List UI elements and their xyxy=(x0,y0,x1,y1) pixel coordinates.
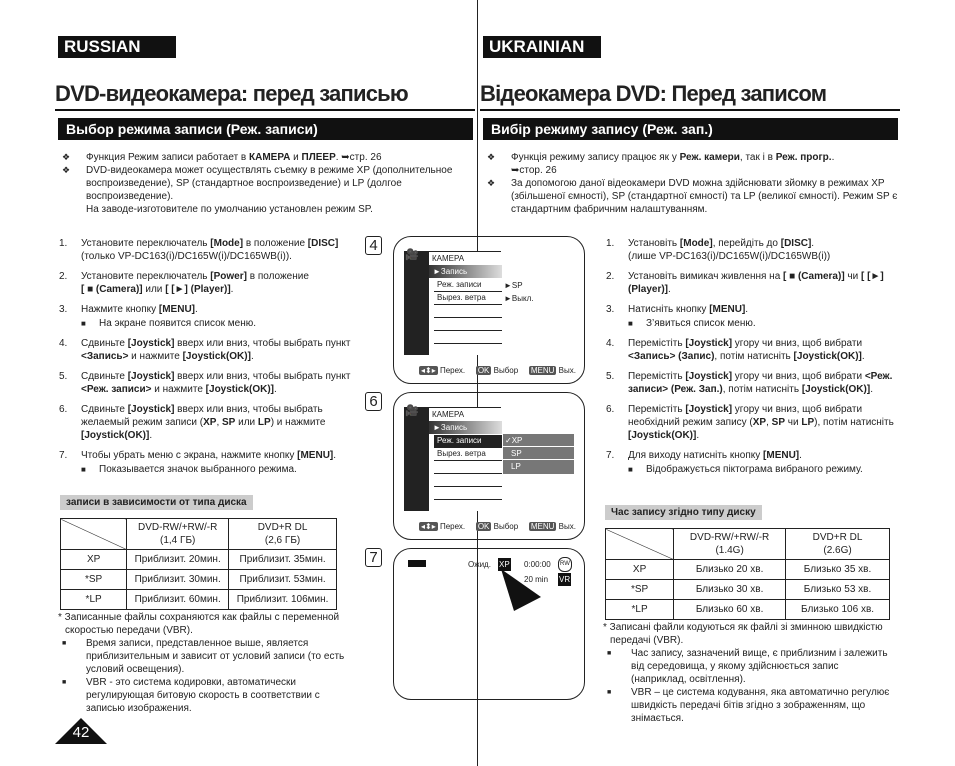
column-header: DVD-RW/+RW/-R (1,4 ГБ) xyxy=(127,519,229,550)
menu-item-empty xyxy=(434,474,502,487)
menu-screen-6 xyxy=(393,392,585,540)
joystick-icon: ◂⬍▸ xyxy=(421,522,436,531)
bullet-text: Функція режиму запису працює як у Реж. камери, так і в Реж. прогр.. ➥стор. 26 xyxy=(511,152,835,176)
step-item xyxy=(602,270,902,296)
step-text: Перемістіть [Joystick] угору чи вниз, щоб вибрати <Реж. записи> (Реж. Зап.), потім натисніть [Joystick(OK)]. xyxy=(628,371,893,395)
menu-key: MENU xyxy=(530,366,555,375)
intro-bullet xyxy=(483,151,900,177)
step-number: 6. xyxy=(59,404,68,415)
menu-key: MENU xyxy=(530,522,555,531)
mode-indicator: XP xyxy=(499,560,510,569)
pointer-arrow-icon xyxy=(499,569,544,614)
diamond-bullet-icon: ❖ xyxy=(62,165,71,175)
table-cell: Приблизит. 30мин. xyxy=(127,570,229,590)
menu-footer xyxy=(419,520,576,533)
square-bullet-icon: ■ xyxy=(628,319,633,328)
step-text: Чтобы убрать меню с экрана, нажмите кнопку [MENU]. xyxy=(81,450,337,461)
corner-cell xyxy=(61,519,127,550)
footnote: * Записані файли кодуються як файлі зі зминною швидкістю передачі (VBR). xyxy=(603,622,883,646)
intro-bullets xyxy=(58,151,475,216)
table-cell: *SP xyxy=(61,570,127,590)
column-header: DVD+R DL (2,6 ГБ) xyxy=(229,519,337,550)
menu-title: КАМЕРА xyxy=(429,252,502,265)
menu-item-wind-cut[interactable]: Вырез. ветра xyxy=(434,292,502,305)
option-xp[interactable]: ✓XP xyxy=(503,434,574,447)
step-subnote: Показывается значок выбранного режима. xyxy=(99,464,297,475)
table-cell: *LP xyxy=(606,600,674,620)
footnote: * Записанные файлы сохраняются как файлы с переменной скоростью передачи (VBR). xyxy=(58,612,340,636)
note-item xyxy=(58,676,353,715)
step-number: 7. xyxy=(606,450,615,461)
mode-options-popup xyxy=(503,434,574,474)
step-text: Натисніть кнопку [MENU]. xyxy=(628,304,749,315)
note-text: VBR - это система кодировки, автоматически регулирующая битовую скорость в соответствии с записью изображения. xyxy=(86,677,320,714)
intro-bullet xyxy=(58,151,475,164)
recording-time-table xyxy=(60,518,337,610)
table-cell: Приблизит. 35мин. xyxy=(229,550,337,570)
notes xyxy=(603,621,893,725)
note-item xyxy=(603,686,893,725)
option-sp[interactable]: SP xyxy=(503,447,574,460)
timecode: 0:00:00 xyxy=(524,560,551,569)
ok-key: OK xyxy=(477,366,490,375)
step-item xyxy=(55,237,360,263)
step-item xyxy=(602,237,902,263)
note-text: VBR – це система кодування, яка автоматично регулює швидкість передачі бітів згідно з зображенням, що знімається. xyxy=(631,687,890,724)
step-item xyxy=(602,337,902,363)
language-badge: UKRAINIAN xyxy=(483,36,601,58)
option-lp[interactable]: LP xyxy=(511,462,521,471)
step-item xyxy=(602,370,902,396)
title-rule xyxy=(480,109,900,111)
step-number: 3. xyxy=(59,304,68,315)
exit-label: Вых. xyxy=(558,522,576,531)
step-item xyxy=(602,449,902,476)
square-bullet-icon: ■ xyxy=(81,465,86,474)
step-item xyxy=(602,303,902,330)
table-caption: записи в зависимости от типа диска xyxy=(60,495,253,510)
step-text: Нажмите кнопку [MENU]. xyxy=(81,304,198,315)
step-item xyxy=(55,370,360,396)
page-title: DVD-видеокамера: перед записью xyxy=(55,81,408,106)
step-subnote: З’явиться список меню. xyxy=(646,318,756,329)
table-row xyxy=(606,600,890,620)
square-bullet-icon: ■ xyxy=(628,465,633,474)
column-header: DVD-RW/+RW/-R (1.4G) xyxy=(674,529,786,560)
note-item xyxy=(58,637,353,676)
section-heading: Выбор режима записи (Реж. записи) xyxy=(58,118,473,140)
ok-key: OK xyxy=(477,522,490,531)
square-bullet-icon: ■ xyxy=(607,650,612,657)
menu-item-empty xyxy=(434,461,502,474)
step-number-7: 7 xyxy=(365,548,382,567)
step-number: 1. xyxy=(606,238,615,249)
table-row xyxy=(606,580,890,600)
step-number: 1. xyxy=(59,238,68,249)
step-item xyxy=(55,303,360,330)
steps-list xyxy=(602,237,902,483)
square-bullet-icon: ■ xyxy=(81,319,86,328)
menu-item-rec-mode-selected[interactable]: Реж. записи xyxy=(434,435,502,448)
column-header: DVD+R DL (2.6G) xyxy=(786,529,890,560)
step-text: Для виходу натисніть кнопку [MENU]. xyxy=(628,450,802,461)
diamond-bullet-icon: ❖ xyxy=(487,178,496,188)
bullet-text: Функция Режим записи работает в КАМЕРА и ПЛЕЕР. ➥стр. 26 xyxy=(86,152,382,163)
menu-title: КАМЕРА xyxy=(429,408,502,421)
page-title: Відеокамера DVD: Перед записом xyxy=(480,81,827,106)
viewfinder-screen-7 xyxy=(393,548,585,700)
step-number: 3. xyxy=(606,304,615,315)
step-text: Сдвиньте [Joystick] вверх или вниз, чтобы выбрать желаемый режим записи (XP, SP или LP) и нажмите [Joystick(OK)]. xyxy=(81,404,326,441)
intro-bullets xyxy=(483,151,900,216)
step-number: 5. xyxy=(606,371,615,382)
exit-label: Вых. xyxy=(558,366,576,375)
table-row xyxy=(61,570,337,590)
title-rule xyxy=(55,109,475,111)
step-text: Сдвиньте [Joystick] вверх или вниз, чтобы выбрать пункт <Реж. записи> и нажмите [Joystick(OK)]. xyxy=(81,371,351,395)
step-text: Установіть вимикач живлення на [ ■ (Camera)] чи [ [►] (Player)]. xyxy=(628,271,884,295)
table-cell: Близько 106 хв. xyxy=(786,600,890,620)
table-cell: XP xyxy=(606,560,674,580)
menu-item-rec-mode[interactable]: Реж. записи xyxy=(434,279,502,292)
step-number: 7. xyxy=(59,450,68,461)
move-label: Перех. xyxy=(439,366,466,375)
table-header-row xyxy=(606,529,890,560)
step-number-6: 6 xyxy=(365,392,382,411)
table-row xyxy=(606,560,890,580)
disc-type-icon: RW xyxy=(558,557,572,572)
table-caption: Час запису згідно типу диску xyxy=(605,505,762,520)
steps-list xyxy=(55,237,360,483)
step-item xyxy=(55,403,360,442)
step-subnote: На экране появится список меню. xyxy=(99,318,257,329)
square-bullet-icon: ■ xyxy=(62,640,67,647)
menu-category: ►Запись xyxy=(429,265,502,278)
camera-icon: 🎥 xyxy=(405,249,419,261)
page-number: 42 xyxy=(72,724,90,741)
language-badge: RUSSIAN xyxy=(58,36,176,58)
table-row xyxy=(61,550,337,570)
bullet-text: DVD-видеокамера может осуществлять съемку в режиме XP (дополнительное воспроизведение), SP (стандартное воспроизведение) и LP (долгое воспроизведение). На заводе-изготовителе по умолчанию установлен режим SP. xyxy=(86,165,453,215)
camera-icon: 🎥 xyxy=(405,405,419,417)
menu-footer xyxy=(419,364,576,377)
table-row xyxy=(61,590,337,610)
battery-icon xyxy=(408,560,426,567)
table-cell: Близько 30 хв. xyxy=(674,580,786,600)
step-number: 6. xyxy=(606,404,615,415)
table-cell: Приблизит. 53мин. xyxy=(229,570,337,590)
value-rec-mode: ►SP xyxy=(504,281,523,290)
notes xyxy=(58,611,353,715)
step-text: Установите переключатель [Mode] в положение [DISC] (только VP-DC163(i)/DC165W(i)/DC165WB(i)). xyxy=(81,238,339,262)
step-text: Перемістіть [Joystick] угору чи вниз, щоб вибрати <Запись> (Запис), потім натисніть [Joystick(OK)]. xyxy=(628,338,865,362)
step-item xyxy=(55,337,360,363)
table-cell: Приблизит. 106мин. xyxy=(229,590,337,610)
table-header-row xyxy=(61,519,337,550)
table-cell: Близько 35 хв. xyxy=(786,560,890,580)
step-item xyxy=(55,270,360,296)
step-text: Установите переключатель [Power] в положение [ ■ (Camera)] или [ [►] (Player)]. xyxy=(81,271,309,295)
note-item xyxy=(603,647,893,686)
menu-item-empty xyxy=(434,487,502,500)
intro-bullet xyxy=(58,164,475,216)
menu-item-empty xyxy=(434,318,502,331)
bullet-text: За допомогою даної відеокамери DVD можна здійснювати зйомку в режимах XP (збільшеної ємності), SP (стандартної ємності) та LP (великої ємності). Режим SP є стандартним фабричним налаштуванням. xyxy=(511,178,898,215)
step-text: Установіть [Mode], перейдіть до [DISC]. (лише VP-DC163(i)/DC165W(i)/DC165WB(i)) xyxy=(628,238,831,262)
table-cell: *LP xyxy=(61,590,127,610)
intro-bullet xyxy=(483,177,900,216)
standby-label: Ожид. xyxy=(468,560,491,569)
step-number: 4. xyxy=(59,338,68,349)
joystick-icon: ◂⬍▸ xyxy=(421,366,436,375)
step-subnote: Відображується піктограма вибраного режиму. xyxy=(646,464,863,475)
square-bullet-icon: ■ xyxy=(62,679,67,686)
value-wind-cut: ►Выкл. xyxy=(504,294,534,303)
step-number: 5. xyxy=(59,371,68,382)
table-cell: Приблизит. 60мин. xyxy=(127,590,229,610)
select-label: Выбор xyxy=(493,522,519,531)
note-text: Время записи, представленное выше, является приблизительным и зависит от условий записи (то есть условий освещения). xyxy=(86,638,345,675)
table-cell: *SP xyxy=(606,580,674,600)
diamond-bullet-icon: ❖ xyxy=(62,152,71,162)
step-text: Перемістіть [Joystick] угору чи вниз, щоб вибрати необхідний режим запису (XP, SP чи LP), потім натисніть [Joystick(OK)]. xyxy=(628,404,894,441)
select-label: Выбор xyxy=(493,366,519,375)
square-bullet-icon: ■ xyxy=(607,689,612,696)
menu-item-empty xyxy=(434,331,502,344)
table-cell: Близько 53 хв. xyxy=(786,580,890,600)
diamond-bullet-icon: ❖ xyxy=(487,152,496,162)
corner-cell xyxy=(606,529,674,560)
recording-time-table xyxy=(605,528,890,620)
note-text: Час запису, зазначений вище, є приблизним і залежить від середовища, у якому здійснюється запис (наприклад, освітлення). xyxy=(631,648,888,685)
step-number: 4. xyxy=(606,338,615,349)
step-item xyxy=(602,403,902,442)
menu-item-wind-cut[interactable]: Вырез. ветра xyxy=(434,448,502,461)
menu-item-empty xyxy=(434,305,502,318)
table-cell: Приблизит. 20мин. xyxy=(127,550,229,570)
section-heading: Вибір режиму запису (Реж. зап.) xyxy=(483,118,898,140)
table-cell: Близько 20 хв. xyxy=(674,560,786,580)
menu-category: ►Запись xyxy=(429,421,502,434)
step-number: 2. xyxy=(606,271,615,282)
table-cell: Близько 60 хв. xyxy=(674,600,786,620)
step-text: Сдвиньте [Joystick] вверх или вниз, чтобы выбрать пункт <Запись> и нажмите [Joystick(OK)]. xyxy=(81,338,351,362)
step-item xyxy=(55,449,360,476)
remaining-time: 20 min xyxy=(524,575,549,584)
step-number: 2. xyxy=(59,271,68,282)
table-cell: XP xyxy=(61,550,127,570)
step-number-4: 4 xyxy=(365,236,382,255)
menu-screen-4 xyxy=(393,236,585,384)
format-indicator: VR xyxy=(559,575,571,584)
move-label: Перех. xyxy=(439,522,466,531)
